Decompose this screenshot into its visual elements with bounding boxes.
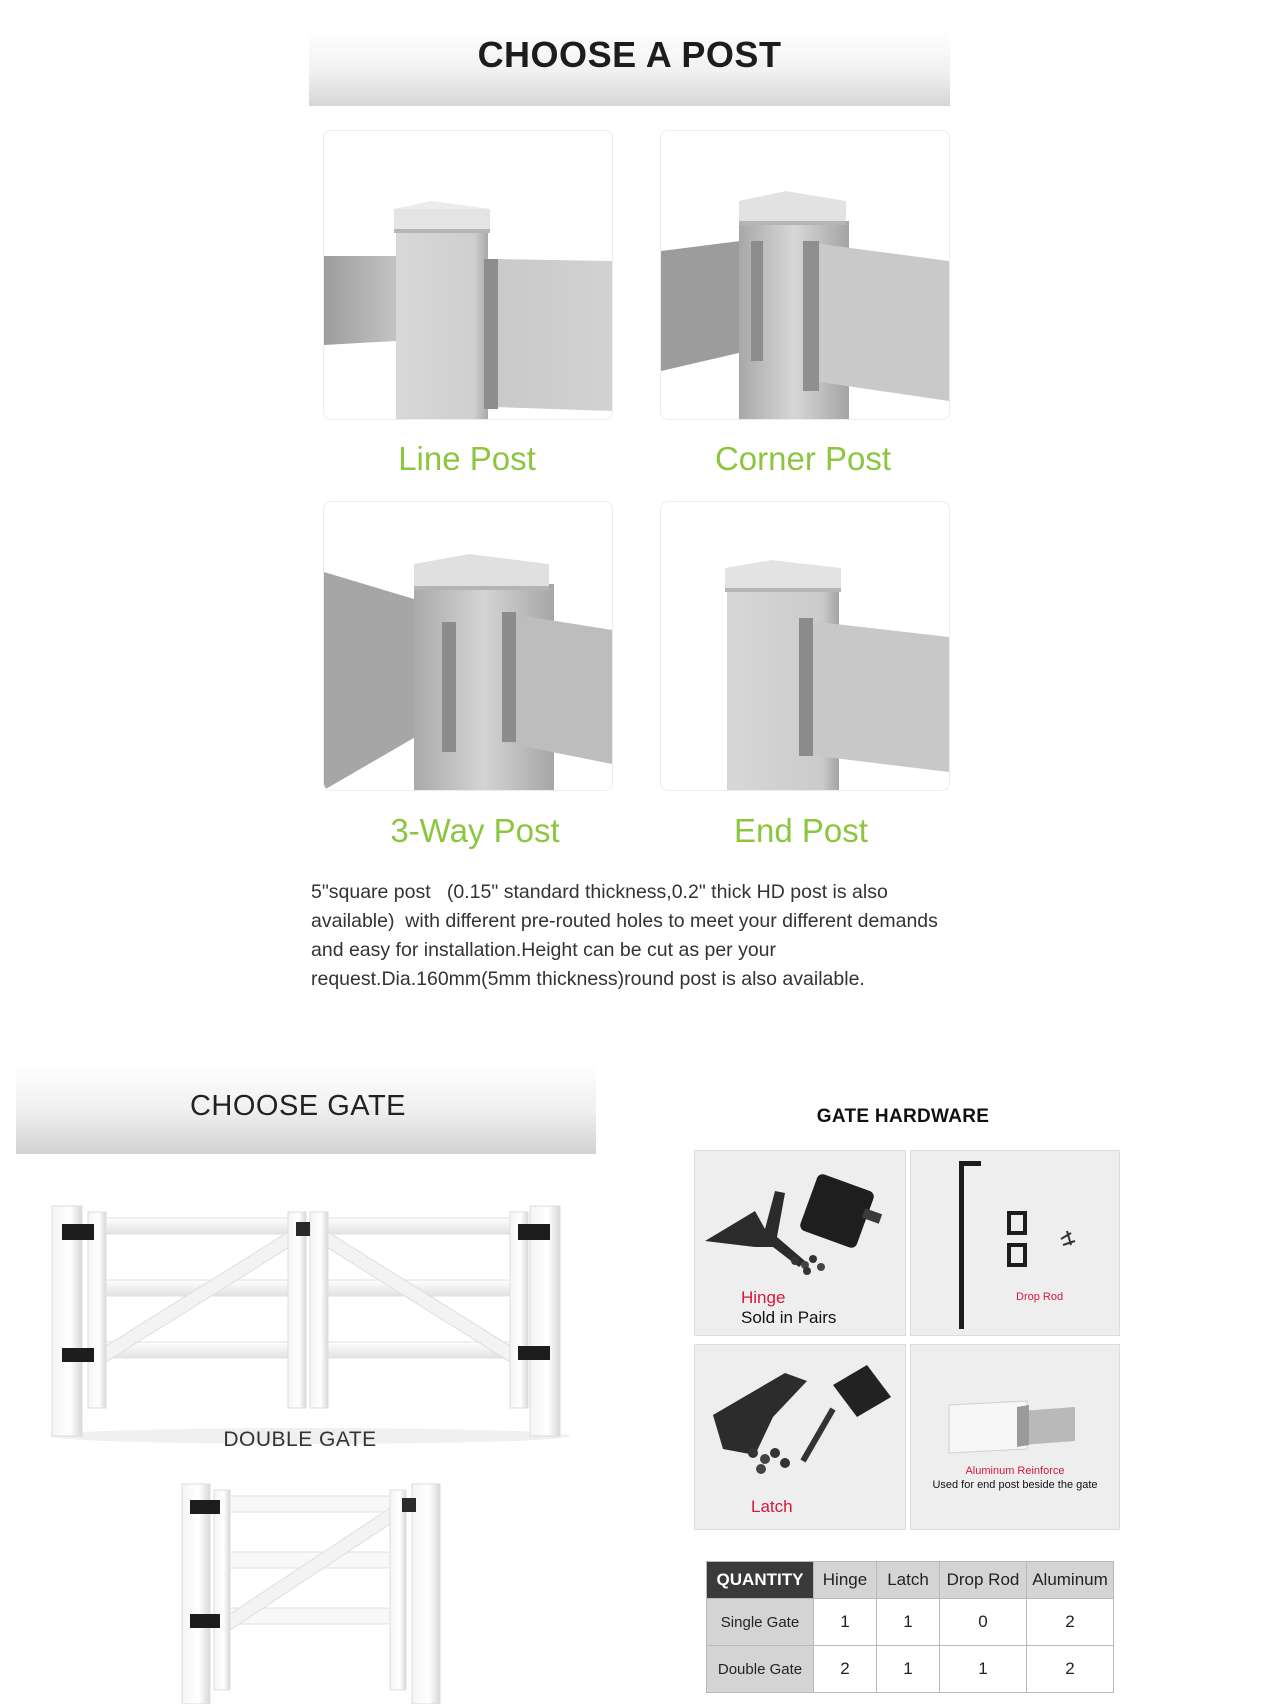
single-gate-image[interactable] (176, 1478, 446, 1704)
row-label: Double Gate (707, 1646, 814, 1693)
end-post-image[interactable] (660, 501, 950, 791)
table-cell: 2 (814, 1646, 877, 1693)
aluminum-card[interactable] (910, 1344, 1120, 1530)
line-post-image[interactable] (323, 130, 613, 420)
post-section-title: CHOOSE A POST (477, 34, 782, 75)
table-row (707, 1599, 1114, 1646)
table-row (707, 1646, 1114, 1693)
latch-icon (713, 1365, 891, 1474)
table-cell: 1 (877, 1646, 940, 1693)
hinge-card[interactable] (694, 1150, 906, 1336)
table-header-hinge: Hinge (814, 1562, 877, 1599)
row-label: Single Gate (707, 1599, 814, 1646)
end-post-label: End Post (734, 812, 868, 849)
drop-rod-icon (959, 1161, 1075, 1329)
hinge-label: Hinge (741, 1288, 786, 1307)
table-cell: 1 (940, 1646, 1027, 1693)
table-cell: 2 (1027, 1599, 1114, 1646)
three-way-post-label: 3-Way Post (390, 812, 560, 849)
hinge-note: Sold in Pairs (741, 1308, 837, 1327)
table-cell: 2 (1027, 1646, 1114, 1693)
corner-post-label: Corner Post (714, 440, 892, 477)
corner-post-image[interactable] (660, 130, 950, 420)
table-cell: 1 (814, 1599, 877, 1646)
line-post-label: Line Post (398, 440, 536, 477)
quantity-table (706, 1561, 1114, 1693)
post-description: 5"square post (0.15" standard thickness,0.2" thick HD post is also available) with different pre-routed holes to meet your different demands and easy for installation.Height can be cut as per your request.Dia.160mm(5mm thickness)round post is also available. (311, 881, 938, 990)
table-header-drop-rod: Drop Rod (940, 1562, 1027, 1599)
aluminum-label: Aluminum Reinforce (965, 1465, 1065, 1477)
table-header-aluminum: Aluminum (1027, 1562, 1114, 1599)
gate-section-title: CHOOSE GATE (189, 1090, 407, 1122)
double-gate-image[interactable] (40, 1196, 580, 1446)
hinge-icon (705, 1173, 882, 1275)
drop-rod-card[interactable] (910, 1150, 1120, 1336)
aluminum-note: Used for end post beside the gate (932, 1479, 1098, 1491)
latch-label: Latch (751, 1497, 793, 1516)
three-way-post-image[interactable] (323, 501, 613, 791)
table-header-latch: Latch (877, 1562, 940, 1599)
drop-rod-label: Drop Rod (1016, 1291, 1064, 1303)
double-gate-caption: DOUBLE GATE (223, 1428, 377, 1451)
table-cell: 0 (940, 1599, 1027, 1646)
hardware-title: GATE HARDWARE (816, 1106, 990, 1127)
table-cell: 1 (877, 1599, 940, 1646)
aluminum-reinforce-icon (949, 1401, 1075, 1453)
latch-card[interactable] (694, 1344, 906, 1530)
table-header-row (707, 1562, 1114, 1599)
table-header-quantity: QUANTITY (707, 1562, 814, 1599)
